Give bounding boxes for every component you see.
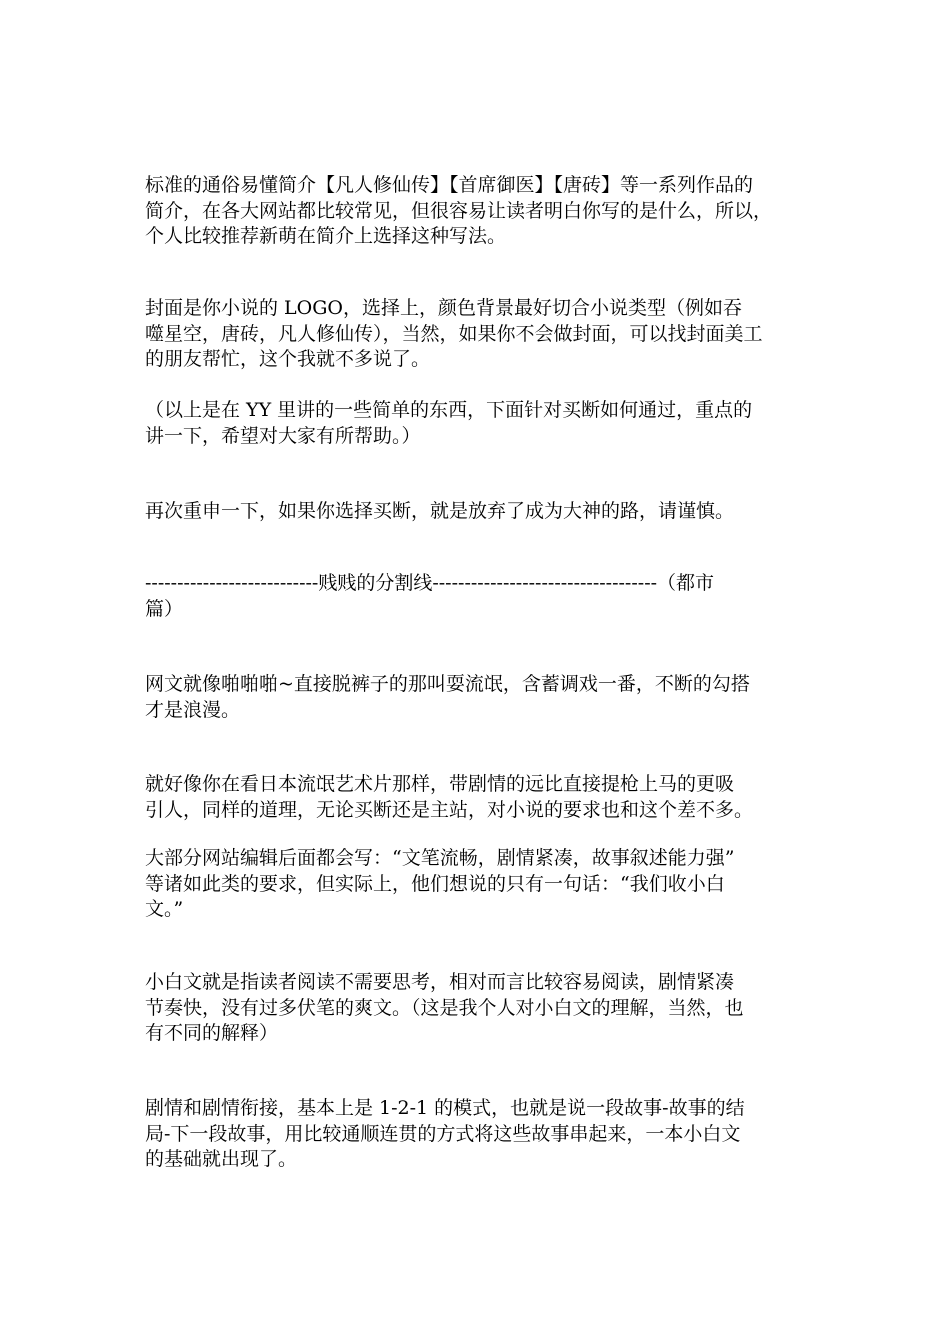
text-line: 就好像你在看日本流氓艺术片那样，带剧情的远比直接提枪上马的更吸 <box>145 773 735 795</box>
paragraph-warning <box>145 499 813 525</box>
paragraph-plot <box>145 772 813 823</box>
text-line: 才是浪漫。 <box>145 698 241 721</box>
text-line: 篇） <box>145 597 184 620</box>
text-line: 的朋友帮忙，这个我就不多说了。 <box>145 348 431 370</box>
paragraph-cover <box>145 296 813 373</box>
text-line: 网文就像啪啪啪~直接脱裤子的那叫耍流氓，含蓄调戏一番，不断的勾搭 <box>145 673 750 695</box>
text-line: 有不同的解释） <box>145 1022 279 1044</box>
text-line: 封面是你小说的 LOGO，选择上，颜色背景最好切合小说类型（例如吞 <box>145 297 742 319</box>
paragraph-structure <box>145 1096 813 1173</box>
text-line: 噬星空，唐砖，凡人修仙传），当然，如果你不会做封面，可以找封面美工 <box>145 322 763 345</box>
paragraph-note <box>145 398 813 449</box>
section-divider <box>145 571 813 622</box>
paragraph-editor-requirements <box>145 846 813 923</box>
text-line: 小白文就是指读者阅读不需要思考，相对而言比较容易阅读，剧情紧凑 <box>145 971 735 993</box>
paragraph-analogy <box>145 672 813 723</box>
text-line: 的基础就出现了。 <box>145 1148 298 1170</box>
paragraph-definition <box>145 970 813 1047</box>
text-line: 标准的通俗易懂简介【凡人修仙传】【首席御医】【唐砖】等一系列作品的 <box>145 174 754 196</box>
text-line: ---------------------------贱贱的分割线-----------------------------------（都市 <box>145 572 715 594</box>
text-line: 局-下一段故事，用比较通顺连贯的方式将这些故事串起来，一本小白文 <box>145 1122 741 1145</box>
text-line: 再次重申一下，如果你选择买断，就是放弃了成为大神的路，请谨慎。 <box>145 500 735 522</box>
text-line: 引人，同样的道理，无论买断还是主站，对小说的要求也和这个差不多。 <box>145 798 754 821</box>
text-line: 讲一下，希望对大家有所帮助。） <box>145 424 421 447</box>
paragraph-intro-style <box>145 173 813 250</box>
text-line: 大部分网站编辑后面都会写：“文笔流畅，剧情紧凑，故事叙述能力强” <box>145 847 735 869</box>
text-line: 文。” <box>145 898 184 920</box>
text-line: 简介，在各大网站都比较常见，但很容易让读者明白你写的是什么，所以， <box>145 199 773 222</box>
text-line: （以上是在 YY 里讲的一些简单的东西，下面针对买断如何通过，重点的 <box>145 399 753 421</box>
text-line: 个人比较推荐新萌在简介上选择这种写法。 <box>145 225 507 247</box>
text-line: 剧情和剧情衔接，基本上是 1-2-1 的模式，也就是说一段故事-故事的结 <box>145 1097 745 1119</box>
text-line: 节奏快，没有过多伏笔的爽文。（这是我个人对小白文的理解，当然，也 <box>145 996 744 1019</box>
text-line: 等诸如此类的要求，但实际上，他们想说的只有一句话：“我们收小白 <box>145 872 725 895</box>
